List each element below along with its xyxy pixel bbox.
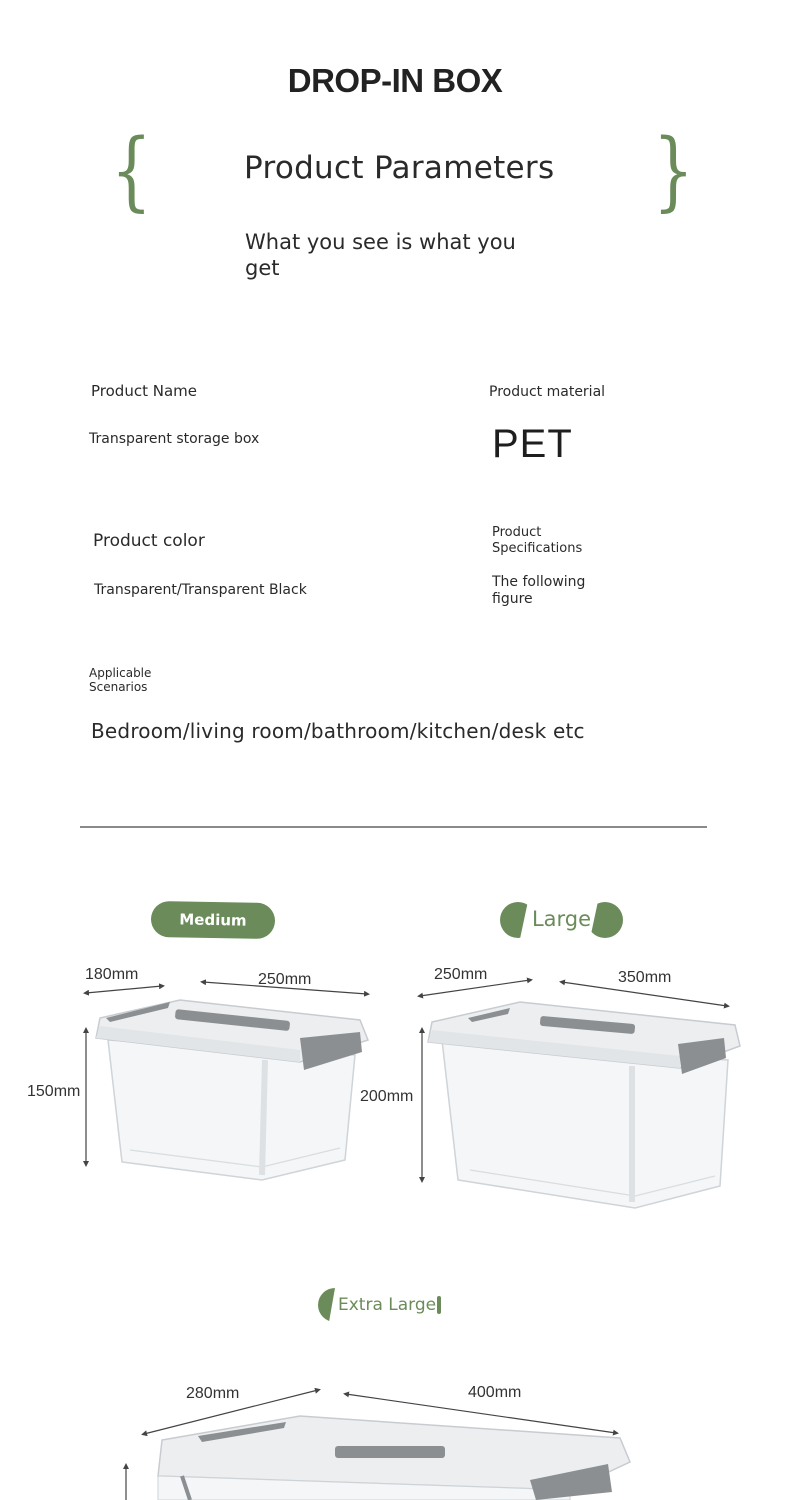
medium-box-illustration [0, 970, 390, 1200]
dimension-arrow-icon [86, 986, 162, 993]
product-material-label: Product material [489, 384, 606, 400]
left-brace-icon: { [110, 121, 152, 221]
size-badge-extra-large-label: Extra Large [338, 1295, 437, 1315]
section-divider [80, 826, 707, 828]
size-badge-medium: Medium [151, 901, 276, 939]
medium-height-label: 150mm [27, 1083, 81, 1100]
product-color-value: Transparent/Transparent Black [94, 582, 307, 598]
product-specifications-label: Product Specifications [492, 525, 583, 556]
extra-large-width-label: 280mm [186, 1385, 240, 1402]
dimension-arrow-icon [562, 982, 727, 1006]
large-width-label: 250mm [434, 966, 488, 983]
applicable-scenarios-value: Bedroom/living room/bathroom/kitchen/desk etc [91, 719, 585, 743]
right-brace-icon: } [652, 121, 694, 221]
large-length-label: 350mm [618, 969, 672, 986]
dimension-arrow-icon [203, 982, 367, 994]
size-badge-large [500, 902, 623, 938]
medium-length-label: 250mm [258, 971, 312, 988]
section-subheading: What you see is what you get [245, 230, 516, 280]
large-box-illustration [380, 970, 780, 1220]
extra-large-box-illustration [100, 1380, 660, 1500]
product-name-label: Product Name [91, 382, 197, 400]
page-title: DROP-IN BOX [287, 62, 503, 99]
dimension-arrow-icon [420, 980, 530, 996]
section-heading: Product Parameters [244, 150, 555, 186]
large-height-label: 200mm [360, 1088, 414, 1105]
applicable-scenarios-label: Applicable Scenarios [89, 666, 152, 694]
product-specifications-value: The following figure [492, 574, 586, 607]
product-name-value: Transparent storage box [89, 431, 260, 447]
size-badge-large-label: Large [531, 907, 592, 931]
extra-large-length-label: 400mm [468, 1384, 522, 1401]
size-badge-extra-large [318, 1288, 443, 1322]
medium-width-label: 180mm [85, 966, 139, 983]
product-color-label: Product color [93, 531, 205, 551]
product-material-value: PET [492, 422, 573, 466]
